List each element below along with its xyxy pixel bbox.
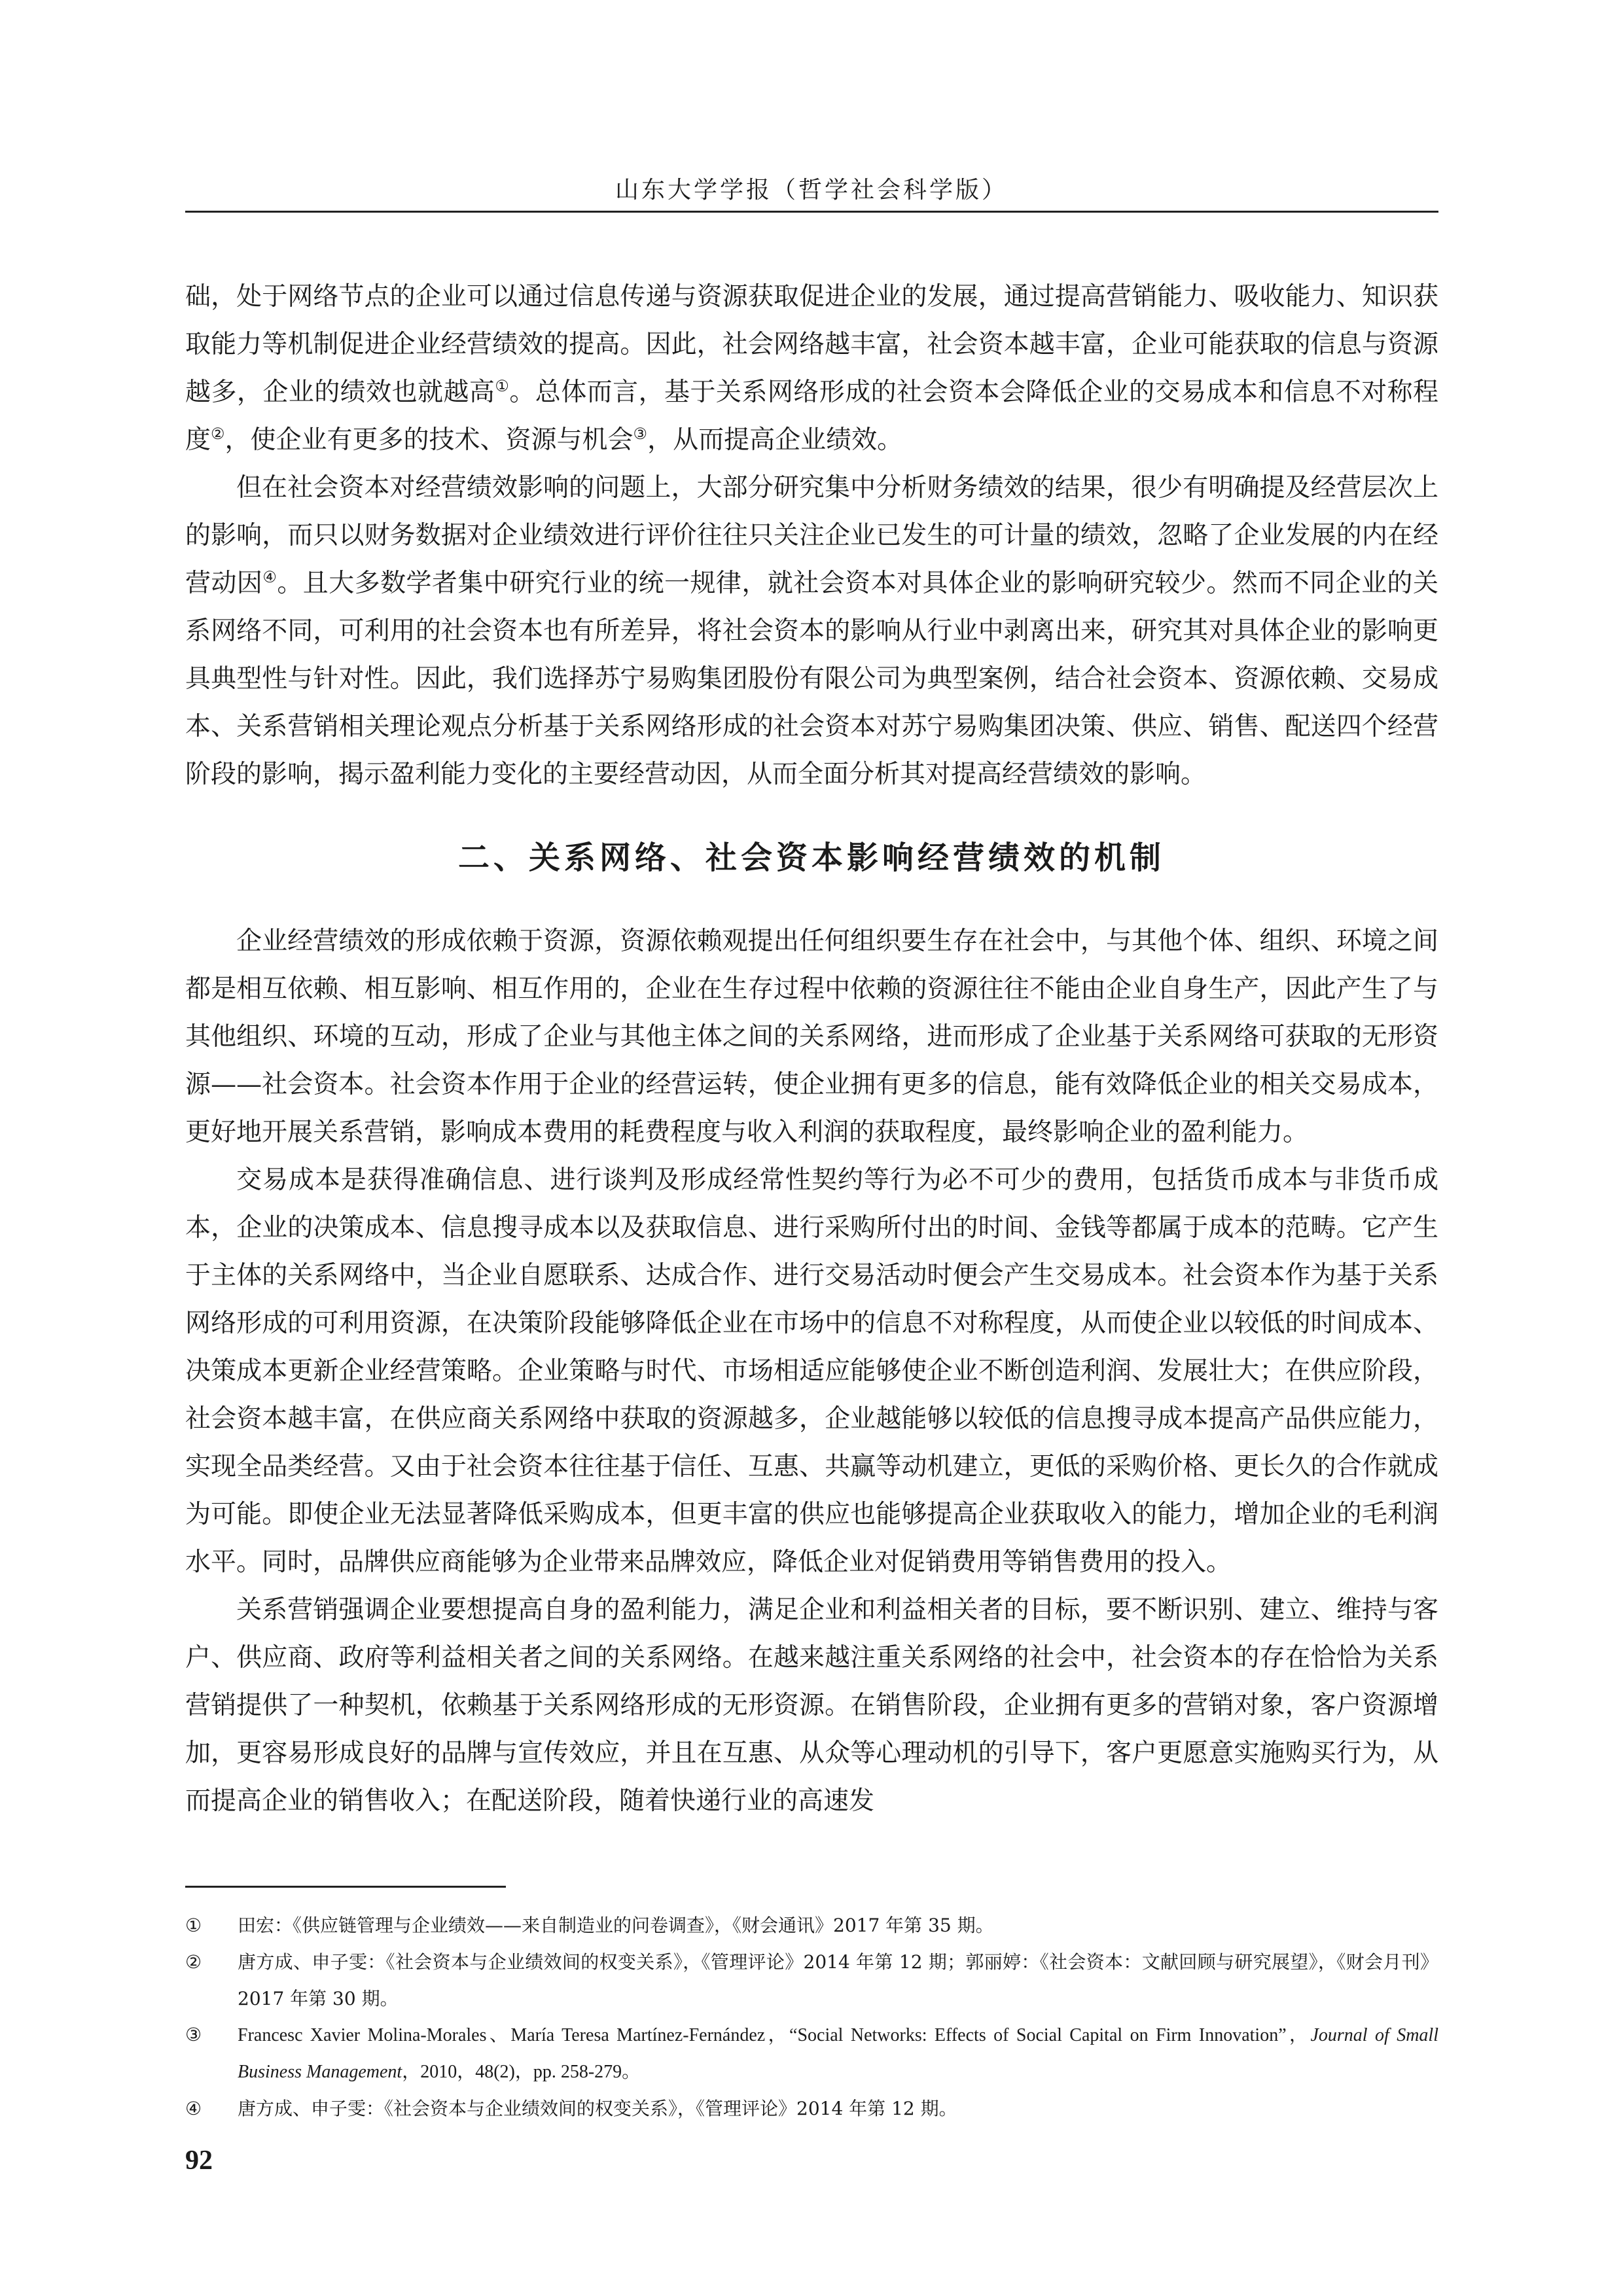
- footnote-text: 田宏：《供应链管理与企业绩效——来自制造业的问卷调查》，《财会通讯》2017 年第 35 期。: [238, 1915, 994, 1936]
- paragraph-text: 础，处于网络节点的企业可以通过信息传递与资源获取促进企业的发展，通过提高营销能力、吸收能力、知识获取能力等机制促进企业经营绩效的提高。因此，社会网络越丰富，社会资本越丰富，企业可能获取的信息与资源越多，企业的绩效也就越高: [185, 282, 1438, 407]
- footnote: [185, 1907, 1438, 1944]
- paragraph: 企业经营绩效的形成依赖于资源，资源依赖观提出任何组织要生存在社会中，与其他个体、组织、环境之间都是相互依赖、相互影响、相互作用的，企业在生存过程中依赖的资源往往不能由企业自身生产，因此产生了与其他组织、环境的互动，形成了企业与其他主体之间的关系网络，进而形成了企业基于关系网络可获取的无形资源——社会资本。社会资本作用于企业的经营运转，使企业拥有更多的信息，能有效降低企业的相关交易成本，更好地开展关系营销，影响成本费用的耗费程度与收入利润的获取程度，最终影响企业的盈利能力。: [185, 927, 1438, 1147]
- footnote-journal: Journal of Small Business Management: [238, 2025, 1438, 2082]
- footnote-mark: ②: [185, 1951, 202, 1973]
- paragraph-text: 但在社会资本对经营绩效影响的问题上，大部分研究集中分析财务绩效的结果，很少有明确提及经营层次上的影响，而只以财务数据对企业绩效进行评价往往只关注企业已发生的可计量的绩效，忽略了企业发展的内在经营动因: [185, 473, 1438, 598]
- running-header: 山东大学学报（哲学社会科学版）: [615, 177, 1008, 203]
- paragraph: 关系营销强调企业要想提高自身的盈利能力，满足企业和利益相关者的目标，要不断识别、建立、维持与客户、供应商、政府等利益相关者之间的关系网络。在越来越注重关系网络的社会中，社会资本的存在恰恰为关系营销提供了一种契机，依赖基于关系网络形成的无形资源。在销售阶段，企业拥有更多的营销对象，客户资源增加，更容易形成良好的品牌与宣传效应，并且在互惠、从众等心理动机的引导下，客户更愿意实施购买行为，从而提高企业的销售收入；在配送阶段，随着快递行业的高速发: [185, 1595, 1438, 1816]
- paragraph-text: ，从而提高企业绩效。: [647, 425, 903, 455]
- footnote-text: Francesc Xavier Molina-Morales、María Teresa Martínez-Fernández，“Social Networks: Effects of Social Capital on Firm Innovation”，: [238, 2025, 1311, 2045]
- footnote-ref: ②: [211, 425, 225, 443]
- footnote-mark: ①: [185, 1915, 202, 1936]
- footnote: [185, 1944, 1438, 2017]
- paragraph: 交易成本是获得准确信息、进行谈判及形成经常性契约等行为必不可少的费用，包括货币成本与非货币成本，企业的决策成本、信息搜寻成本以及获取信息、进行采购所付出的时间、金钱等都属于成本的范畴。它产生于主体的关系网络中，当企业自愿联系、达成合作、进行交易活动时便会产生交易成本。社会资本作为基于关系网络形成的可利用资源，在决策阶段能够降低企业在市场中的信息不对称程度，从而使企业以较低的时间成本、决策成本更新企业经营策略。企业策略与时代、市场相适应能够使企业不断创造利润、发展壮大；在供应阶段，社会资本越丰富，在供应商关系网络中获取的资源越多，企业越能够以较低的信息搜寻成本提高产品供应能力，实现全品类经营。又由于社会资本往往基于信任、互惠、共赢等动机建立，更低的采购价格、更长久的合作就成为可能。即使企业无法显著降低采购成本，但更丰富的供应也能够提高企业获取收入的能力，增加企业的毛利润水平。同时，品牌供应商能够为企业带来品牌效应，降低企业对促销费用等销售费用的投入。: [185, 1165, 1438, 1577]
- footnote-text: 唐方成、申子雯：《社会资本与企业绩效间的权变关系》，《管理评论》2014 年第 12 期；郭丽婷：《社会资本：文献回顾与研究展望》，《财会月刊》2017 年第 30 期。: [238, 1951, 1438, 2009]
- section-heading: 二、关系网络、社会资本影响经营绩效的机制: [457, 839, 1165, 876]
- paragraph-text: ，使企业有更多的技术、资源与机会: [224, 425, 633, 455]
- body-text-bottom: [185, 917, 1438, 1825]
- paragraph-text: 。总体而言，基于关系网络形成的社会资本会降低企业的交易成本和信息不对称程度: [185, 378, 1438, 455]
- page-number: 92: [185, 2146, 213, 2176]
- footnote-ref: ④: [262, 568, 277, 586]
- footnote-rule: [185, 1886, 506, 1888]
- footnote-mark: ③: [185, 2025, 202, 2045]
- paragraph: [185, 464, 1438, 798]
- paragraph: [185, 273, 1438, 464]
- footnote-mark: ④: [185, 2098, 202, 2119]
- footnote: [185, 2091, 1438, 2127]
- footnote-text: 唐方成、申子雯：《社会资本与企业绩效间的权变关系》，《管理评论》2014 年第 12 期。: [238, 2098, 957, 2119]
- footnote-text: ，2010，48(2)，pp. 258-279。: [402, 2062, 641, 2082]
- footnotes: [185, 1907, 1438, 2127]
- header-rule: [185, 211, 1438, 213]
- footnote-ref: ③: [633, 425, 648, 443]
- footnote-ref: ①: [495, 377, 510, 395]
- footnote: [185, 2017, 1438, 2091]
- paragraph-text: 。且大多数学者集中研究行业的统一规律，就社会资本对具体企业的影响研究较少。然而不同企业的关系网络不同，可利用的社会资本也有所差异，将社会资本的影响从行业中剥离出来，研究其对具体企业的影响更具典型性与针对性。因此，我们选择苏宁易购集团股份有限公司为典型案例，结合社会资本、资源依赖、交易成本、关系营销相关理论观点分析基于关系网络形成的社会资本对苏宁易购集团决策、供应、销售、配送四个经营阶段的影响，揭示盈利能力变化的主要经营动因，从而全面分析其对提高经营绩效的影响。: [185, 569, 1438, 789]
- body-text-top: [185, 273, 1438, 798]
